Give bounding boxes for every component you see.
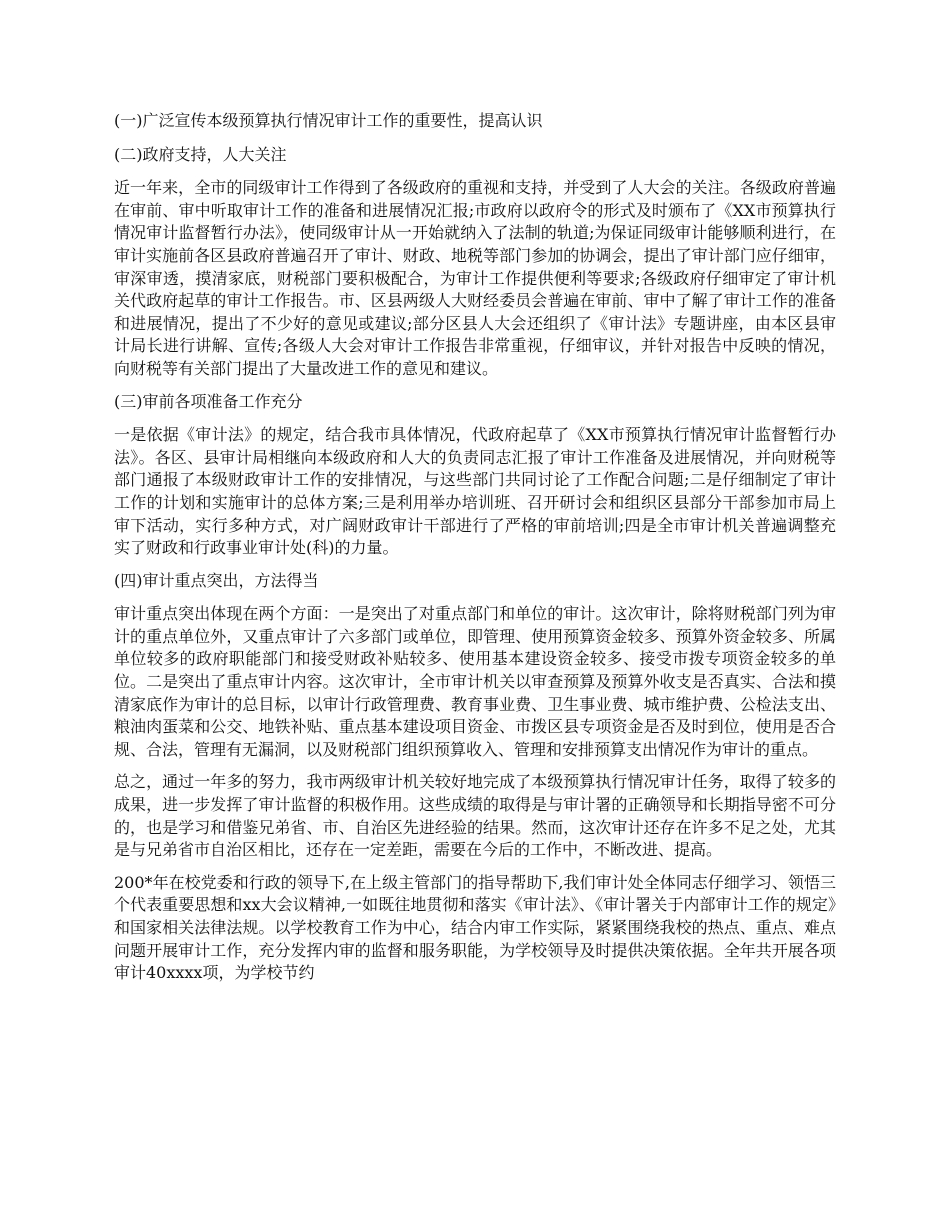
body-paragraph-1: 近一年来，全市的同级审计工作得到了各级政府的重视和支持，并受到了人大会的关注。各级政府普遍在审前、审中听取审计工作的准备和进展情况汇报;市政府以政府令的形式及时颁布了《XX市预算执行情况审计监督暂行办法》，使同级审计从一开始就纳入了法制的轨道;为保证同级审计能够顺利进行，在审计实施前各区县政府普遍召开了审计、财政、地税等部门参加的协调会，提出了审计部门应仔细审，审深审透，摸清家底，财税部门要积极配合，为审计工作提供便利等要求;各级政府仔细审定了审计机关代政府起草的审计工作报告。市、区县两级人大财经委员会普遍在审前、审中了解了审计工作的准备和进展情况，提出了不少好的意见或建议;部分区县人大会还组织了《审计法》专题讲座，由本区县审计局长进行讲解、宣传;各级人大会对审计工作报告非常重视，仔细审议，并针对报告中反映的情况，向财税等有关部门提出了大量改进工作的意见和建议。 [114,178,836,378]
body-paragraph-2: 一是依据《审计法》的规定，结合我市具体情况，代政府起草了《XX市预算执行情况审计监督暂行办法》。各区、县审计局相继向本级政府和人大的负责同志汇报了审计工作准备及进展情况，并向财税等部门通报了本级财政审计工作的安排情况，与这些部门共同讨论了工作配合问题;二是仔细制定了审计工作的计划和实施审计的总体方案;三是利用举办培训班、召开研讨会和组织区县部分干部参加市局上审下活动，实行多种方式，对广阔财政审计干部进行了严格的审前培训;四是全市审计机关普遍调整充实了财政和行政事业审计处(科)的力量。 [114,425,836,558]
body-paragraph-5: 200*年在校党委和行政的领导下,在上级主管部门的指导帮助下,我们审计处全体同志仔细学习、领悟三个代表重要思想和xx大会议精神,一如既往地贯彻和落实《审计法》、《审计署关于内部审计工作的规定》和国家相关法律法规。以学校教育工作为中心，结合内审工作实际，紧紧围绕我校的热点、重点、难点问题开展审计工作，充分发挥内审的监督和服务职能，为学校领导及时提供决策依据。全年共开展各项审计40xxxx项，为学校节约 [114,872,836,983]
body-paragraph-4: 总之，通过一年多的努力，我市两级审计机关较好地完成了本级预算执行情况审计任务，取得了较多的成果，进一步发挥了审计监督的积极作用。这些成绩的取得是与审计署的正确领导和长期指导密不可分的，也是学习和借鉴兄弟省、市、自治区先进经验的结果。然而，这次审计还存在许多不足之处，尤其是与兄弟省市自治区相比，还存在一定差距，需要在今后的工作中，不断改进、提高。 [114,772,836,860]
section-heading-3: (三)审前各项准备工作充分 [114,391,303,411]
body-paragraph-3: 审计重点突出体现在两个方面：一是突出了对重点部门和单位的审计。这次审计，除将财税部门列为审计的重点单位外，又重点审计了六多部门或单位，即管理、使用预算资金较多、预算外资金较多、所属单位较多的政府职能部门和接受财政补贴较多、使用基本建设资金较多、接受市拨专项资金较多的单位。二是突出了重点审计内容。这次审计，全市审计机关以审查预算及预算外收支是否真实、合法和摸清家底作为审计的总目标，以审计行政管理费、教育事业费、卫生事业费、城市维护费、公检法支出、粮油肉蛋菜和公交、地铁补贴、重点基本建设项目资金、市拨区县专项资金是否及时到位，使用是否合规、合法，管理有无漏洞，以及财税部门组织预算收入、管理和安排预算支出情况作为审计的重点。 [114,604,836,759]
section-heading-4: (四)审计重点突出，方法得当 [114,570,319,590]
document-body [114,110,836,995]
section-heading-1: (一)广泛宣传本级预算执行情况审计工作的重要性，提高认识 [114,111,543,130]
section-heading-2: (二)政府支持，人大关注 [114,144,287,164]
